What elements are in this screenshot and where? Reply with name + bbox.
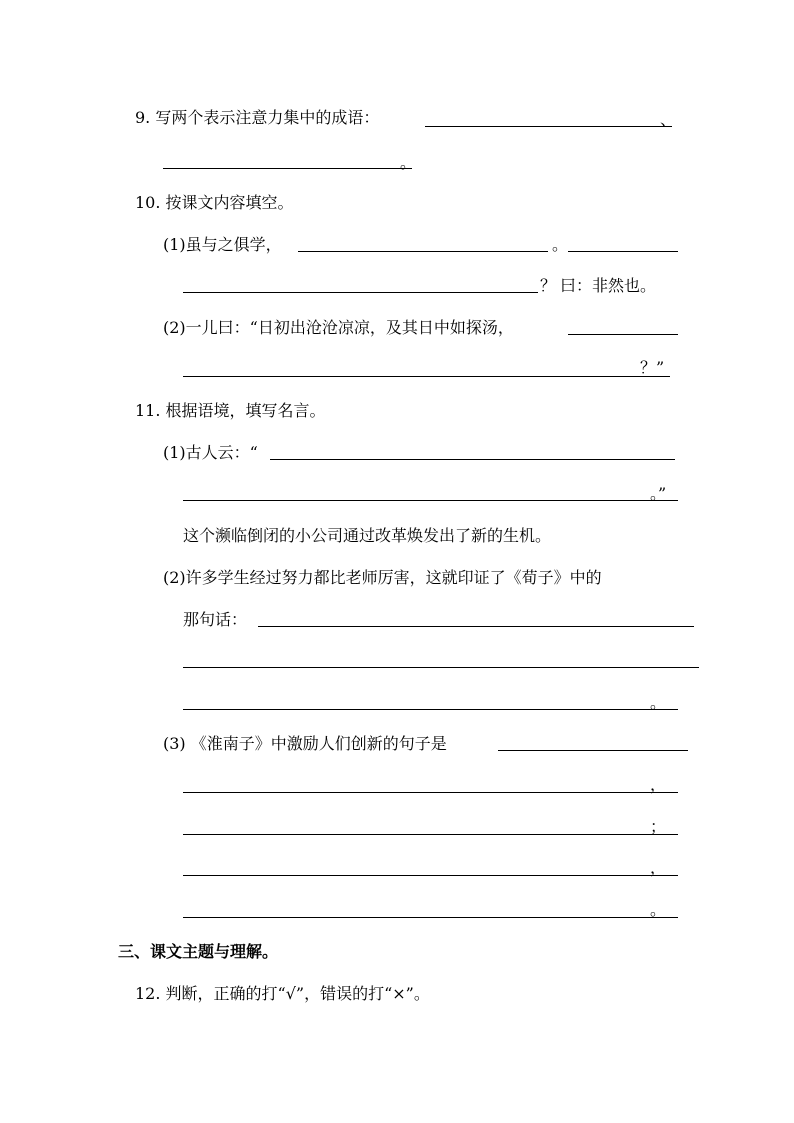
q9-period: 。 — [400, 153, 417, 172]
q9-blank-1[interactable] — [425, 126, 672, 127]
q11-sub3-comma-2: ， — [650, 858, 667, 877]
section-3-heading: 三、课文主题与理解。 — [118, 942, 279, 961]
q9-separator: 、 — [660, 110, 677, 129]
q10-sub1-ending: 曰：非然也。 — [560, 276, 657, 295]
q11-sub3-comma-1: ， — [650, 775, 667, 794]
q10-sub2-ending: ？” — [640, 358, 665, 377]
q10-sub1-blank-1[interactable] — [298, 251, 548, 252]
q11-sub2-line2: 那句话： — [183, 610, 248, 629]
q11-sub3-blank-5[interactable] — [183, 917, 678, 918]
q10-sub1-blank-2a[interactable] — [568, 251, 678, 252]
q11-sub1-blank-b[interactable] — [183, 500, 678, 501]
q10-prompt: 10. 按课文内容填空。 — [135, 193, 294, 212]
q11-sub2-line1: (2)许多学生经过努力都比老师厉害，这就印证了《荀子》中的 — [163, 568, 602, 587]
q11-sub2-blank-a[interactable] — [258, 626, 694, 627]
q10-sub1-blank-2b[interactable] — [183, 292, 538, 293]
q11-sub3-semicolon: ； — [650, 817, 667, 836]
q11-sub2-blank-c[interactable] — [183, 709, 678, 710]
q9-prompt: 9. 写两个表示注意力集中的成语： — [135, 108, 380, 127]
q9-blank-2[interactable] — [163, 168, 412, 169]
q11-sub3-blank-4[interactable] — [183, 875, 678, 876]
q11-sub3-blank-2[interactable] — [183, 792, 678, 793]
q11-sub1-prefix: (1)古人云：“ — [163, 443, 258, 462]
q10-sub2-prefix: (2)一儿曰：“日初出沧沧凉凉，及其日中如探汤， — [163, 318, 514, 337]
q10-sub1-period: 。 — [552, 235, 569, 254]
q11-sub3-prefix: (3) 《淮南子》中激励人们创新的句子是 — [163, 734, 447, 753]
q11-sub2-period: 。 — [650, 693, 667, 712]
q10-sub1-prefix: (1)虽与之俱学， — [163, 235, 282, 254]
q11-sub1-blank-a[interactable] — [270, 459, 675, 460]
q10-sub1-question: ？ — [540, 276, 557, 295]
q11-sub3-blank-1[interactable] — [498, 750, 688, 751]
q10-sub2-blank-b[interactable] — [183, 376, 670, 377]
q11-prompt: 11. 根据语境，填写名言。 — [135, 401, 326, 420]
q10-sub2-blank-a[interactable] — [568, 334, 678, 335]
q11-sub1-context: 这个濒临倒闭的小公司通过改革焕发出了新的生机。 — [183, 526, 552, 545]
q12-prompt: 12. 判断，正确的打“√”，错误的打“×”。 — [135, 984, 430, 1003]
q11-sub3-period: 。 — [650, 900, 667, 919]
q11-sub3-blank-3[interactable] — [183, 834, 678, 835]
q11-sub2-blank-b[interactable] — [183, 667, 699, 668]
q11-sub1-ending: 。” — [650, 484, 667, 503]
